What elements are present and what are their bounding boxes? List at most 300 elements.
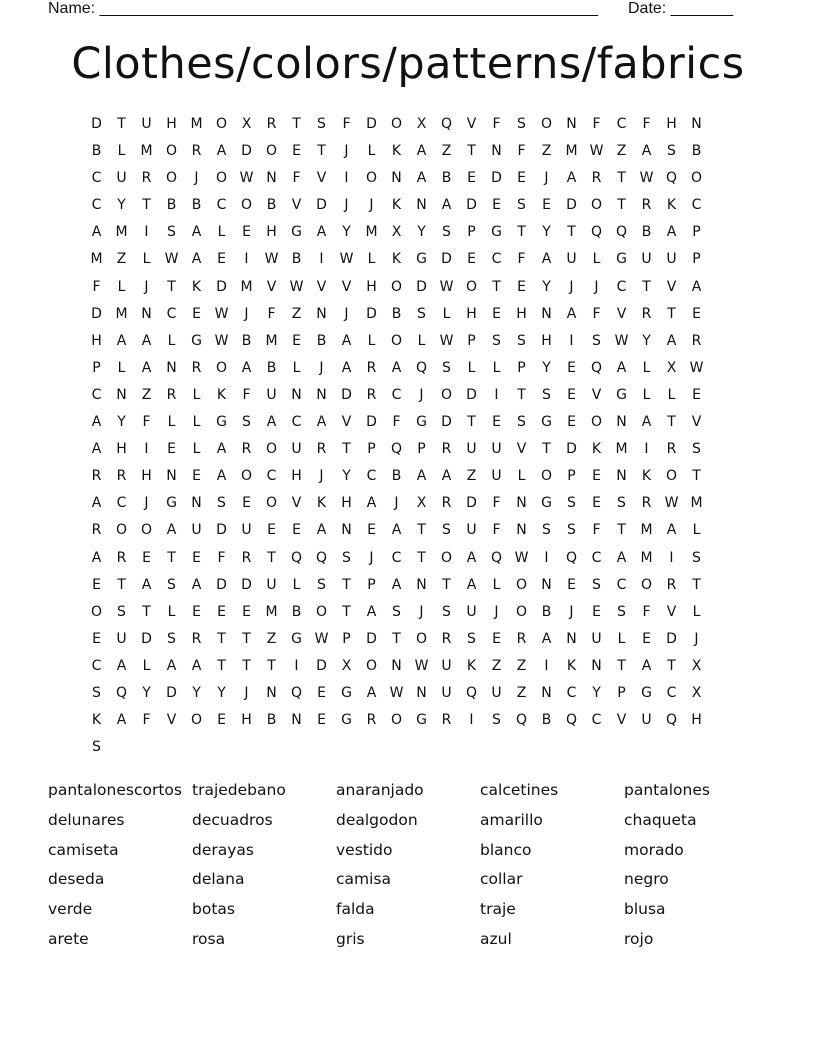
grid-letter[interactable]: R <box>591 170 602 187</box>
grid-letter[interactable]: B <box>266 197 277 214</box>
grid-letter[interactable]: T <box>667 305 676 322</box>
grid-letter[interactable]: B <box>91 143 102 160</box>
grid-letter[interactable]: Q <box>440 116 453 132</box>
grid-letter[interactable]: K <box>316 495 327 512</box>
grid-letter[interactable]: T <box>467 414 476 431</box>
grid-letter[interactable]: O <box>540 468 553 485</box>
grid-letter[interactable]: M <box>615 441 628 458</box>
grid-letter[interactable]: O <box>390 712 403 729</box>
grid-letter[interactable]: A <box>666 224 677 241</box>
grid-letter[interactable]: N <box>316 305 327 322</box>
grid-letter[interactable]: O <box>515 576 528 593</box>
grid-letter[interactable]: D <box>316 197 327 214</box>
grid-letter[interactable]: I <box>469 712 474 729</box>
grid-letter[interactable]: A <box>316 224 327 241</box>
grid-letter[interactable]: T <box>667 414 676 431</box>
grid-letter[interactable]: E <box>517 278 526 295</box>
grid-letter[interactable]: C <box>616 278 627 295</box>
grid-letter[interactable]: A <box>216 468 227 485</box>
grid-letter[interactable]: N <box>166 468 177 485</box>
grid-letter[interactable]: K <box>391 251 402 268</box>
grid-letter[interactable]: F <box>217 549 226 566</box>
grid-letter[interactable]: E <box>92 576 101 593</box>
grid-letter[interactable]: S <box>442 603 451 620</box>
grid-letter[interactable]: S <box>542 522 551 539</box>
grid-letter[interactable]: D <box>166 684 177 701</box>
grid-letter[interactable]: S <box>167 630 176 647</box>
grid-letter[interactable]: F <box>492 522 501 539</box>
grid-letter[interactable]: J <box>369 197 374 214</box>
grid-letter[interactable]: E <box>492 630 501 647</box>
grid-letter[interactable]: D <box>466 386 477 403</box>
grid-letter[interactable]: B <box>391 305 402 322</box>
grid-letter[interactable]: U <box>641 251 652 268</box>
grid-letter[interactable]: A <box>91 441 102 458</box>
grid-letter[interactable]: T <box>242 630 251 647</box>
grid-letter[interactable]: A <box>391 359 402 376</box>
grid-letter[interactable]: C <box>91 386 102 403</box>
grid-letter[interactable]: U <box>266 386 277 403</box>
grid-letter[interactable]: X <box>666 359 677 376</box>
grid-letter[interactable]: O <box>690 170 703 187</box>
grid-letter[interactable]: Y <box>542 224 551 241</box>
grid-letter[interactable]: B <box>291 251 302 268</box>
grid-letter[interactable]: S <box>242 414 251 431</box>
grid-letter[interactable]: X <box>691 657 702 674</box>
grid-letter[interactable]: B <box>166 197 177 214</box>
grid-letter[interactable]: N <box>416 684 427 701</box>
grid-letter[interactable]: A <box>466 549 477 566</box>
grid-letter[interactable]: E <box>217 251 226 268</box>
grid-letter[interactable]: R <box>366 386 377 403</box>
grid-letter[interactable]: D <box>216 278 227 295</box>
grid-letter[interactable]: S <box>167 576 176 593</box>
grid-letter[interactable]: J <box>419 386 424 403</box>
grid-letter[interactable]: B <box>266 359 277 376</box>
grid-letter[interactable]: A <box>541 251 552 268</box>
grid-letter[interactable]: A <box>216 441 227 458</box>
grid-letter[interactable]: G <box>616 386 627 403</box>
grid-letter[interactable]: O <box>465 278 478 295</box>
grid-letter[interactable]: A <box>641 414 652 431</box>
grid-letter[interactable]: A <box>391 522 402 539</box>
grid-letter[interactable]: P <box>567 468 576 485</box>
grid-letter[interactable]: B <box>191 197 202 214</box>
grid-letter[interactable]: H <box>241 712 252 729</box>
grid-letter[interactable]: L <box>492 359 501 376</box>
grid-letter[interactable]: T <box>217 657 226 674</box>
grid-letter[interactable]: A <box>691 278 702 295</box>
grid-letter[interactable]: Z <box>441 143 452 160</box>
grid-letter[interactable]: N <box>566 116 577 132</box>
grid-letter[interactable]: F <box>592 116 601 132</box>
grid-letter[interactable]: A <box>666 332 677 349</box>
grid-letter[interactable]: C <box>666 684 677 701</box>
grid-letter[interactable]: A <box>441 197 452 214</box>
grid-letter[interactable]: K <box>191 278 202 295</box>
grid-letter[interactable]: Y <box>642 332 651 349</box>
grid-letter[interactable]: K <box>391 143 402 160</box>
grid-letter[interactable]: I <box>544 657 549 674</box>
grid-letter[interactable]: H <box>691 712 702 729</box>
grid-letter[interactable]: M <box>190 116 203 132</box>
grid-letter[interactable]: E <box>567 414 576 431</box>
grid-letter[interactable]: R <box>691 332 702 349</box>
grid-letter[interactable]: T <box>342 603 351 620</box>
grid-letter[interactable]: A <box>341 359 352 376</box>
grid-letter[interactable]: Y <box>192 684 201 701</box>
grid-letter[interactable]: O <box>315 603 328 620</box>
grid-letter[interactable]: Q <box>490 549 503 566</box>
grid-letter[interactable]: D <box>416 278 427 295</box>
grid-letter[interactable]: U <box>116 170 127 187</box>
grid-letter[interactable]: O <box>240 468 253 485</box>
grid-letter[interactable]: O <box>215 116 228 132</box>
grid-letter[interactable]: R <box>641 495 652 512</box>
grid-letter[interactable]: N <box>341 522 352 539</box>
grid-letter[interactable]: N <box>141 305 152 322</box>
grid-letter[interactable]: C <box>166 305 177 322</box>
grid-letter[interactable]: C <box>391 549 402 566</box>
grid-letter[interactable]: S <box>592 576 601 593</box>
grid-letter[interactable]: I <box>244 251 249 268</box>
grid-letter[interactable]: I <box>144 224 149 241</box>
grid-letter[interactable]: J <box>144 495 149 512</box>
grid-letter[interactable]: D <box>241 576 252 593</box>
grid-letter[interactable]: N <box>316 386 327 403</box>
grid-letter[interactable]: U <box>566 251 577 268</box>
grid-letter[interactable]: J <box>369 549 374 566</box>
grid-letter[interactable]: F <box>92 278 101 295</box>
grid-letter[interactable]: M <box>565 143 578 160</box>
grid-letter[interactable]: E <box>642 630 651 647</box>
grid-letter[interactable]: B <box>441 170 452 187</box>
grid-letter[interactable]: E <box>317 712 326 729</box>
grid-letter[interactable]: J <box>194 170 199 187</box>
grid-letter[interactable]: N <box>291 386 302 403</box>
grid-letter[interactable]: D <box>666 630 677 647</box>
grid-letter[interactable]: M <box>265 332 278 349</box>
grid-letter[interactable]: S <box>567 495 576 512</box>
grid-letter[interactable]: K <box>391 197 402 214</box>
grid-letter[interactable]: V <box>666 278 677 295</box>
grid-letter[interactable]: D <box>566 197 577 214</box>
grid-letter[interactable]: L <box>367 143 376 160</box>
grid-letter[interactable]: I <box>294 657 299 674</box>
grid-letter[interactable]: T <box>442 576 451 593</box>
grid-letter[interactable]: V <box>341 278 352 295</box>
grid-letter[interactable]: K <box>666 197 677 214</box>
grid-letter[interactable]: E <box>192 305 201 322</box>
grid-letter[interactable]: H <box>466 305 477 322</box>
grid-letter[interactable]: J <box>344 197 349 214</box>
grid-letter[interactable]: A <box>441 468 452 485</box>
grid-letter[interactable]: R <box>441 495 452 512</box>
grid-letter[interactable]: E <box>592 495 601 512</box>
grid-letter[interactable]: U <box>466 603 477 620</box>
grid-letter[interactable]: O <box>665 468 678 485</box>
grid-letter[interactable]: L <box>217 224 226 241</box>
grid-letter[interactable]: M <box>640 522 653 539</box>
grid-letter[interactable]: U <box>266 576 277 593</box>
grid-letter[interactable]: F <box>492 116 501 132</box>
grid-letter[interactable]: J <box>144 278 149 295</box>
grid-letter[interactable]: A <box>166 522 177 539</box>
grid-letter[interactable]: O <box>590 197 603 214</box>
grid-letter[interactable]: S <box>517 332 526 349</box>
grid-letter[interactable]: J <box>569 603 574 620</box>
grid-letter[interactable]: O <box>590 414 603 431</box>
grid-letter[interactable]: R <box>666 576 677 593</box>
grid-letter[interactable]: T <box>467 143 476 160</box>
grid-letter[interactable]: D <box>441 414 452 431</box>
grid-letter[interactable]: Q <box>465 684 478 701</box>
grid-letter[interactable]: A <box>641 143 652 160</box>
grid-letter[interactable]: V <box>291 495 302 512</box>
grid-letter[interactable]: Z <box>141 386 152 403</box>
grid-letter[interactable]: W <box>389 684 404 701</box>
date-field-label[interactable]: Date: _______ <box>628 0 733 17</box>
grid-letter[interactable]: J <box>419 603 424 620</box>
grid-letter[interactable]: P <box>367 441 376 458</box>
grid-letter[interactable]: A <box>241 359 252 376</box>
name-field-label[interactable]: Name: ________________________________________________________ <box>48 0 598 17</box>
grid-letter[interactable]: G <box>166 495 177 512</box>
grid-letter[interactable]: T <box>517 386 526 403</box>
grid-letter[interactable]: O <box>190 712 203 729</box>
grid-letter[interactable]: A <box>191 576 202 593</box>
grid-letter[interactable]: L <box>642 359 651 376</box>
grid-letter[interactable]: F <box>392 414 401 431</box>
grid-letter[interactable]: J <box>544 170 549 187</box>
grid-letter[interactable]: A <box>391 576 402 593</box>
grid-letter[interactable]: D <box>466 197 477 214</box>
grid-letter[interactable]: O <box>165 170 178 187</box>
grid-letter[interactable]: C <box>591 712 602 729</box>
grid-letter[interactable]: Y <box>342 224 351 241</box>
grid-letter[interactable]: C <box>691 197 702 214</box>
grid-letter[interactable]: O <box>365 170 378 187</box>
grid-letter[interactable]: O <box>440 386 453 403</box>
grid-letter[interactable]: D <box>441 251 452 268</box>
grid-letter[interactable]: T <box>242 657 251 674</box>
grid-letter[interactable]: W <box>689 359 704 376</box>
grid-letter[interactable]: S <box>692 549 701 566</box>
grid-letter[interactable]: E <box>567 359 576 376</box>
grid-letter[interactable]: N <box>566 630 577 647</box>
grid-letter[interactable]: L <box>117 359 126 376</box>
grid-letter[interactable]: E <box>567 386 576 403</box>
grid-letter[interactable]: B <box>641 224 652 241</box>
grid-letter[interactable]: R <box>441 712 452 729</box>
grid-letter[interactable]: C <box>566 684 577 701</box>
grid-letter[interactable]: F <box>292 170 301 187</box>
grid-letter[interactable]: A <box>91 224 102 241</box>
grid-letter[interactable]: L <box>117 143 126 160</box>
grid-letter[interactable]: P <box>692 224 701 241</box>
grid-letter[interactable]: B <box>691 143 702 160</box>
grid-letter[interactable]: T <box>667 657 676 674</box>
grid-letter[interactable]: V <box>316 170 327 187</box>
grid-letter[interactable]: A <box>141 332 152 349</box>
grid-letter[interactable]: Q <box>665 712 678 729</box>
grid-letter[interactable]: Z <box>116 251 127 268</box>
grid-letter[interactable]: S <box>417 305 426 322</box>
grid-letter[interactable]: Y <box>142 684 151 701</box>
grid-letter[interactable]: L <box>692 603 701 620</box>
grid-letter[interactable]: O <box>90 603 103 620</box>
grid-letter[interactable]: I <box>569 332 574 349</box>
grid-letter[interactable]: N <box>191 495 202 512</box>
grid-letter[interactable]: S <box>167 224 176 241</box>
grid-letter[interactable]: N <box>416 576 427 593</box>
grid-letter[interactable]: G <box>616 251 627 268</box>
grid-letter[interactable]: U <box>191 522 202 539</box>
grid-letter[interactable]: E <box>292 143 301 160</box>
grid-letter[interactable]: H <box>516 305 527 322</box>
grid-letter[interactable]: V <box>616 305 627 322</box>
grid-letter[interactable]: C <box>591 549 602 566</box>
grid-letter[interactable]: A <box>566 170 577 187</box>
grid-letter[interactable]: D <box>566 441 577 458</box>
grid-letter[interactable]: J <box>244 305 249 322</box>
grid-letter[interactable]: D <box>366 116 377 132</box>
grid-letter[interactable]: D <box>491 170 502 187</box>
grid-letter[interactable]: S <box>542 386 551 403</box>
grid-letter[interactable]: S <box>92 739 101 756</box>
grid-letter[interactable]: G <box>491 224 502 241</box>
grid-letter[interactable]: D <box>141 630 152 647</box>
grid-letter[interactable]: O <box>215 359 228 376</box>
grid-letter[interactable]: S <box>392 603 401 620</box>
grid-letter[interactable]: A <box>341 332 352 349</box>
grid-letter[interactable]: R <box>641 305 652 322</box>
grid-letter[interactable]: A <box>466 576 477 593</box>
grid-letter[interactable]: S <box>442 359 451 376</box>
grid-letter[interactable]: R <box>366 359 377 376</box>
grid-letter[interactable]: V <box>616 712 627 729</box>
grid-letter[interactable]: E <box>192 603 201 620</box>
grid-letter[interactable]: H <box>266 224 277 241</box>
grid-letter[interactable]: E <box>692 386 701 403</box>
grid-letter[interactable]: W <box>239 170 254 187</box>
grid-letter[interactable]: Q <box>590 224 603 241</box>
grid-letter[interactable]: Q <box>290 684 303 701</box>
grid-letter[interactable]: A <box>141 359 152 376</box>
grid-letter[interactable]: D <box>316 657 327 674</box>
grid-letter[interactable]: E <box>192 468 201 485</box>
grid-letter[interactable]: S <box>617 495 626 512</box>
grid-letter[interactable]: C <box>91 197 102 214</box>
grid-letter[interactable]: C <box>266 468 277 485</box>
grid-letter[interactable]: S <box>617 603 626 620</box>
grid-letter[interactable]: N <box>616 468 627 485</box>
grid-letter[interactable]: D <box>216 576 227 593</box>
grid-letter[interactable]: O <box>215 170 228 187</box>
grid-letter[interactable]: E <box>217 603 226 620</box>
grid-letter[interactable]: D <box>91 116 102 132</box>
grid-letter[interactable]: E <box>592 468 601 485</box>
grid-letter[interactable]: E <box>567 576 576 593</box>
grid-letter[interactable]: M <box>115 305 128 322</box>
grid-letter[interactable]: L <box>142 251 151 268</box>
grid-letter[interactable]: U <box>641 712 652 729</box>
grid-letter[interactable]: R <box>116 468 127 485</box>
grid-letter[interactable]: E <box>467 170 476 187</box>
grid-letter[interactable]: L <box>167 332 176 349</box>
grid-letter[interactable]: W <box>514 549 529 566</box>
grid-letter[interactable]: R <box>366 712 377 729</box>
grid-letter[interactable]: A <box>91 549 102 566</box>
grid-letter[interactable]: M <box>365 224 378 241</box>
grid-letter[interactable]: Z <box>291 305 302 322</box>
grid-letter[interactable]: O <box>265 143 278 160</box>
grid-letter[interactable]: A <box>366 603 377 620</box>
grid-letter[interactable]: A <box>191 657 202 674</box>
grid-letter[interactable]: L <box>142 657 151 674</box>
grid-letter[interactable]: G <box>216 414 227 431</box>
grid-letter[interactable]: W <box>314 630 329 647</box>
grid-letter[interactable]: L <box>692 522 701 539</box>
grid-letter[interactable]: V <box>666 603 677 620</box>
grid-letter[interactable]: T <box>267 657 276 674</box>
grid-letter[interactable]: I <box>144 441 149 458</box>
grid-letter[interactable]: T <box>492 278 501 295</box>
grid-letter[interactable]: F <box>642 116 651 132</box>
grid-letter[interactable]: L <box>517 468 526 485</box>
grid-letter[interactable]: G <box>291 224 302 241</box>
grid-letter[interactable]: T <box>117 116 126 132</box>
grid-letter[interactable]: X <box>241 116 252 132</box>
grid-letter[interactable]: D <box>91 305 102 322</box>
grid-letter[interactable]: O <box>415 630 428 647</box>
grid-letter[interactable]: T <box>542 441 551 458</box>
grid-letter[interactable]: T <box>392 630 401 647</box>
grid-letter[interactable]: P <box>517 359 526 376</box>
grid-letter[interactable]: K <box>591 441 602 458</box>
grid-letter[interactable]: Y <box>117 197 126 214</box>
grid-letter[interactable]: X <box>416 495 427 512</box>
grid-letter[interactable]: N <box>516 522 527 539</box>
grid-letter[interactable]: S <box>117 603 126 620</box>
grid-letter[interactable]: I <box>669 549 674 566</box>
grid-letter[interactable]: G <box>416 414 427 431</box>
grid-letter[interactable]: R <box>91 522 102 539</box>
grid-letter[interactable]: F <box>242 386 251 403</box>
grid-letter[interactable]: L <box>617 630 626 647</box>
grid-letter[interactable]: W <box>439 332 454 349</box>
grid-letter[interactable]: A <box>416 170 427 187</box>
grid-letter[interactable]: Q <box>415 359 428 376</box>
grid-letter[interactable]: E <box>317 684 326 701</box>
grid-letter[interactable]: W <box>639 170 654 187</box>
grid-letter[interactable]: B <box>241 332 252 349</box>
grid-letter[interactable]: V <box>266 278 277 295</box>
grid-letter[interactable]: S <box>692 441 701 458</box>
grid-letter[interactable]: O <box>140 522 153 539</box>
grid-letter[interactable]: U <box>491 441 502 458</box>
grid-letter[interactable]: G <box>291 630 302 647</box>
grid-letter[interactable]: R <box>241 549 252 566</box>
grid-letter[interactable]: L <box>292 576 301 593</box>
grid-letter[interactable]: O <box>390 278 403 295</box>
grid-letter[interactable]: E <box>142 549 151 566</box>
grid-letter[interactable]: Z <box>466 468 477 485</box>
grid-letter[interactable]: T <box>617 657 626 674</box>
grid-letter[interactable]: N <box>291 712 302 729</box>
grid-letter[interactable]: O <box>165 143 178 160</box>
grid-letter[interactable]: Q <box>315 549 328 566</box>
